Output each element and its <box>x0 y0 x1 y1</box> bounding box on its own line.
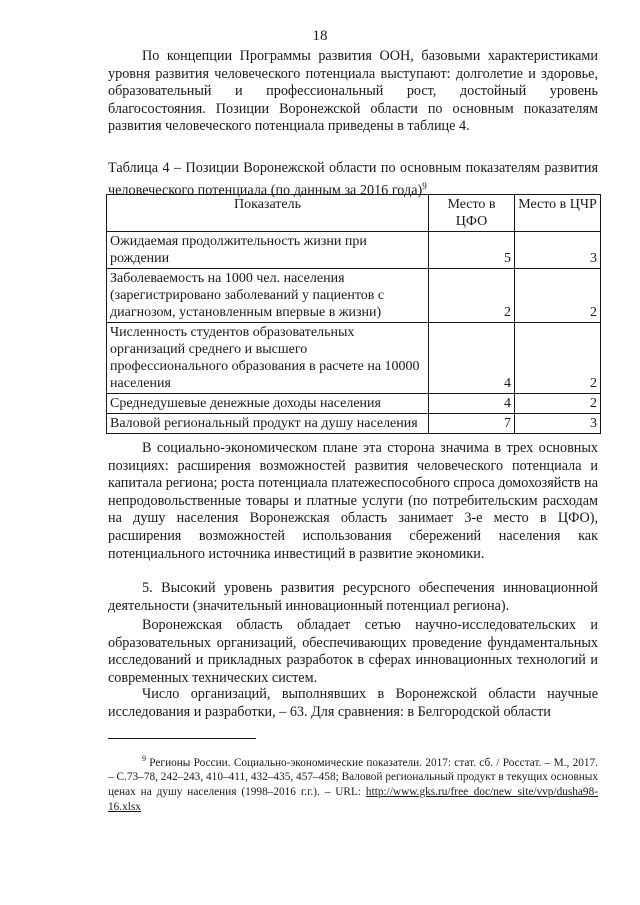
table-row <box>107 394 601 414</box>
row-cfo-rank: 2 <box>429 269 515 323</box>
header-cchr-rank: Место в ЦЧР <box>515 195 601 232</box>
footnote-text: Регионы России. Социально-экономические показатели. 2017: стат. сб. / Росстат. – М., 2017. – С.73–78, 242–243, 410–411, 432–435, 457–458; Валовой региональный продукт в текущих основных ценах на душу населения (1998–2016 г.г.). – URL: <box>108 756 598 798</box>
table-row <box>107 232 601 269</box>
row-indicator: Среднедушевые денежные доходы населения <box>107 394 429 414</box>
footnote-url-link[interactable]: http://www.gks.ru/free_doc/new_site/vvp/dusha98-16.xlsx <box>108 785 598 813</box>
row-cchr-rank: 2 <box>515 269 601 323</box>
table-row <box>107 323 601 394</box>
footnote <box>108 752 598 814</box>
body-paragraph-1: В социально-экономическом плане эта сторона значима в трех основных позициях: расширения возможностей развития человеческого потенциала и капитала региона; роста потенциала платежеспособного спроса домохозяйств на непродовольственные товары и платные услуги (по потребительским расходам на душу населения Воронежская область занимает 3-е место в ЦФО), расширения возможностей использования сбережений населения как потенциального источника инвестиций в развитие экономики. <box>108 440 598 562</box>
row-cchr-rank: 3 <box>515 232 601 269</box>
row-indicator: Ожидаемая продолжительность жизни при рождении <box>107 232 429 269</box>
row-cchr-rank: 3 <box>515 414 601 434</box>
row-cfo-rank: 4 <box>429 394 515 414</box>
table-row <box>107 414 601 434</box>
row-indicator: Заболеваемость на 1000 чел. населения (зарегистрировано заболеваний у пациентов с диагнозом, установленным впервые в жизни) <box>107 269 429 323</box>
footnote-mark: 9 <box>142 754 146 763</box>
body-paragraph-3: Воронежская область обладает сетью научно-исследовательских и образовательных организаций, обеспечивающих проведение фундаментальных исследований и прикладных разработок в сферах инновационных технологий и современных технических систем. <box>108 617 598 686</box>
row-cfo-rank: 7 <box>429 414 515 434</box>
table-row <box>107 269 601 323</box>
footnote-separator <box>108 738 256 739</box>
page-number: 18 <box>312 28 328 44</box>
body-paragraph-2: 5. Высокий уровень развития ресурсного обеспечения инновационной деятельности (значительный инновационный потенциал региона). <box>108 580 598 614</box>
row-indicator: Валовой региональный продукт на душу населения <box>107 414 429 434</box>
row-cchr-rank: 2 <box>515 394 601 414</box>
row-cfo-rank: 4 <box>429 323 515 394</box>
table-header-row <box>107 195 601 232</box>
table-caption-text: Таблица 4 – Позиции Воронежской области по основным показателям развития человеческого потенциала (по данным за 2016 года) <box>108 160 598 199</box>
header-indicator: Показатель <box>107 195 429 232</box>
table-caption-footnote-mark: 9 <box>422 180 427 191</box>
row-indicator: Численность студентов образовательных организаций среднего и высшего профессионального образования в расчете на 10000 населения <box>107 323 429 394</box>
body-paragraph-4: Число организаций, выполнявших в Воронежской области научные исследования и разработки, – 63. Для сравнения: в Белгородской области <box>108 686 598 720</box>
intro-paragraph: По концепции Программы развития ООН, базовыми характеристиками уровня развития человеческого потенциала выступают: долголетие и здоровье, образовательный и профессиональный рост, достойный уровень благосостояния. Позиции Воронежской области по основным показателям развития человеческого потенциала приведены в таблице 4. <box>108 48 598 135</box>
row-cfo-rank: 5 <box>429 232 515 269</box>
indicators-table <box>106 194 601 434</box>
row-cchr-rank: 2 <box>515 323 601 394</box>
header-cfo-rank: Место в ЦФО <box>429 195 515 232</box>
